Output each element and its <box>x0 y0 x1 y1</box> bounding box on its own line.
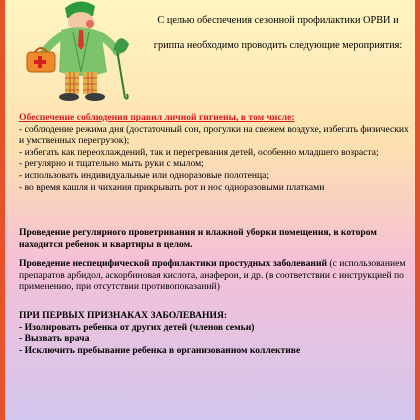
list-item: - избегать как переохлаждений, так и перегревания детей, особенно младшего возраста; <box>19 146 379 158</box>
list-item: - использовать индивидуальные или одноразовые полотенца; <box>19 169 270 181</box>
prophylaxis-lead: Проведение неспецифической профилактики простудных заболеваний <box>19 258 328 269</box>
symptoms-title: ПРИ ПЕРВЫХ ПРИЗНАКАХ ЗАБОЛЕВАНИЯ: <box>19 310 228 321</box>
doctor-character-icon <box>13 0 143 102</box>
intro-line-1: С целью обеспечения сезонной профилактики ОРВИ и <box>157 15 399 26</box>
hygiene-title: Обеспечение соблюдения правил личной гигиены, в том числе: <box>19 112 295 123</box>
prophylaxis-section <box>19 258 415 293</box>
ventilation-text: Проведение регулярного проветривания и влажной уборки помещения, в котором находится ребенок и квартиры в целом. <box>19 227 377 250</box>
intro-text <box>147 14 409 53</box>
symptoms-section <box>19 310 415 356</box>
list-item: - во время кашля и чихания прикрывать рот и нос одноразовыми платками <box>19 181 325 193</box>
list-item: - Вызвать врача <box>19 333 90 345</box>
list-item: - соблюдение режима дня (достаточный сон, прогулки на свежем воздухе, избегать физических и умственных перегрузок); <box>19 123 409 147</box>
hygiene-section <box>19 112 415 193</box>
content-panel <box>5 0 415 420</box>
prophylaxis-details: (с использованием препаратов арбидол, аскорбиновая кислота, анаферон, и др. (в соответствии с инструкцией по применению, при отсутствии противопоказаний) <box>19 258 406 293</box>
list-item: - Исключить пребывание ребенка в организованном коллективе <box>19 344 301 356</box>
list-item: - регулярно и тщательно мыть руки с мылом; <box>19 158 204 170</box>
intro-line-2: гриппа необходимо проводить следующие мероприятия: <box>153 40 403 51</box>
list-item: - Изолировать ребенка от других детей (членов семьи) <box>19 321 255 333</box>
